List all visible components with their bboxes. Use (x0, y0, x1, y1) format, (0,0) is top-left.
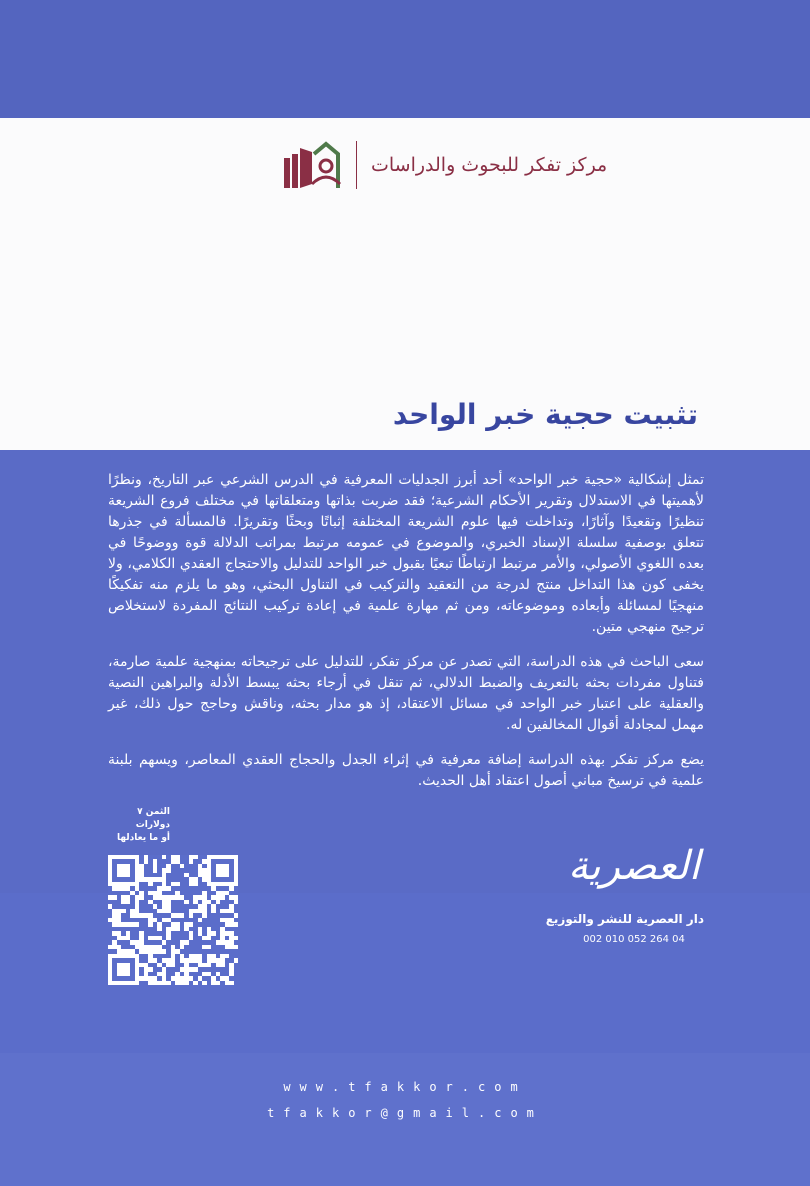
publisher-phone: 002 010 052 264 04 (583, 934, 685, 945)
logo-divider (356, 141, 357, 189)
description-paragraph: يضع مركز تفكر بهذه الدراسة إضافة معرفية في إثراء الجدل والحجاج العقدي المعاصر، ويسهم بلبنة علمية في ترسيخ مباني أصول اعتقاد أهل الحديث. (108, 752, 704, 789)
price-label (108, 806, 170, 845)
publisher-name: دار العصرية للنشر والتوزيع (545, 912, 704, 926)
website-link[interactable]: www.tfakkor.com (283, 1080, 527, 1094)
book-house-icon (282, 140, 342, 190)
publisher-block (545, 826, 704, 945)
description-paragraph: سعى الباحث في هذه الدراسة، التي تصدر عن مركز تفكر، للتدليل على ترجيحاته بمنهجية علمية صارمة، فتناول مفردات بحثه بالتعريف والضبط الدلالي، ثم تنقل في أرجاء بحثه يبسط الأدلة والبراهين النصية والعقلية على اعتبار خبر الواحد في مسائل الاعتقاد، إذ هو مدار بحثه، وناقش وحاجج حول ذلك، غير مهمل لمجادلة أقوال المخالفين له. (108, 654, 704, 733)
org-logo (282, 140, 607, 190)
top-band (0, 0, 810, 118)
back-cover-content (108, 470, 704, 985)
qr-module (234, 981, 238, 985)
org-name: مركز تفكر للبحوث والدراسات (371, 154, 608, 176)
publisher-section (108, 806, 704, 985)
price-value: الثمن ٧ دولارات (135, 807, 170, 830)
price-qr-column (108, 806, 248, 985)
description-paragraph: تمثل إشكالية «حجية خبر الواحد» أحد أبرز الجدليات المعرفية في الدرس الشرعي عبر التاريخ، ونظرًا لأهميتها في الاستدلال وتقرير الأحكام الشرعية؛ فقد ضربت بذاتها ومتعلقاتها في مختلف فروع الشريعة تنظيرًا وتقعيدًا وآثارًا، وتداخلت فيها علوم الشريعة المختلفة إثباتًا وبحثًا وتقريرًا. فالمسألة في جذرها تتعلق بوصفية سلسلة الإسناد الخبري، والموضوع في عمومه مرتبط بمراتب الدلالة قوة ووضوحًا في بعده اللغوي الأصولي، والأمر مرتبط ارتباطًا تبعيًا بقبول خبر الواحد للتدليل والاحتجاج العقدي الكلامي، ولا يخفى كون هذا التداخل منتج لدرجة من التعقيد والتركيب في التناول البحثي، وهو ما يلزم منه تفكيكًا منهجيًا لمسائلة وأبعاده وموضوعاته، ومن ثم مهارة علمية في إعادة تركيب النتائج المفردة لاستخلاص ترجيح منهجي متين. (108, 472, 704, 635)
email-link[interactable]: tfakkor@gmail.com (267, 1106, 543, 1120)
book-title: تثبيت حجية خبر الواحد (392, 398, 698, 431)
price-equivalent: أو ما يعادلها (116, 833, 170, 843)
qr-code[interactable] (108, 855, 238, 985)
publisher-logo: العصرية (568, 843, 700, 889)
